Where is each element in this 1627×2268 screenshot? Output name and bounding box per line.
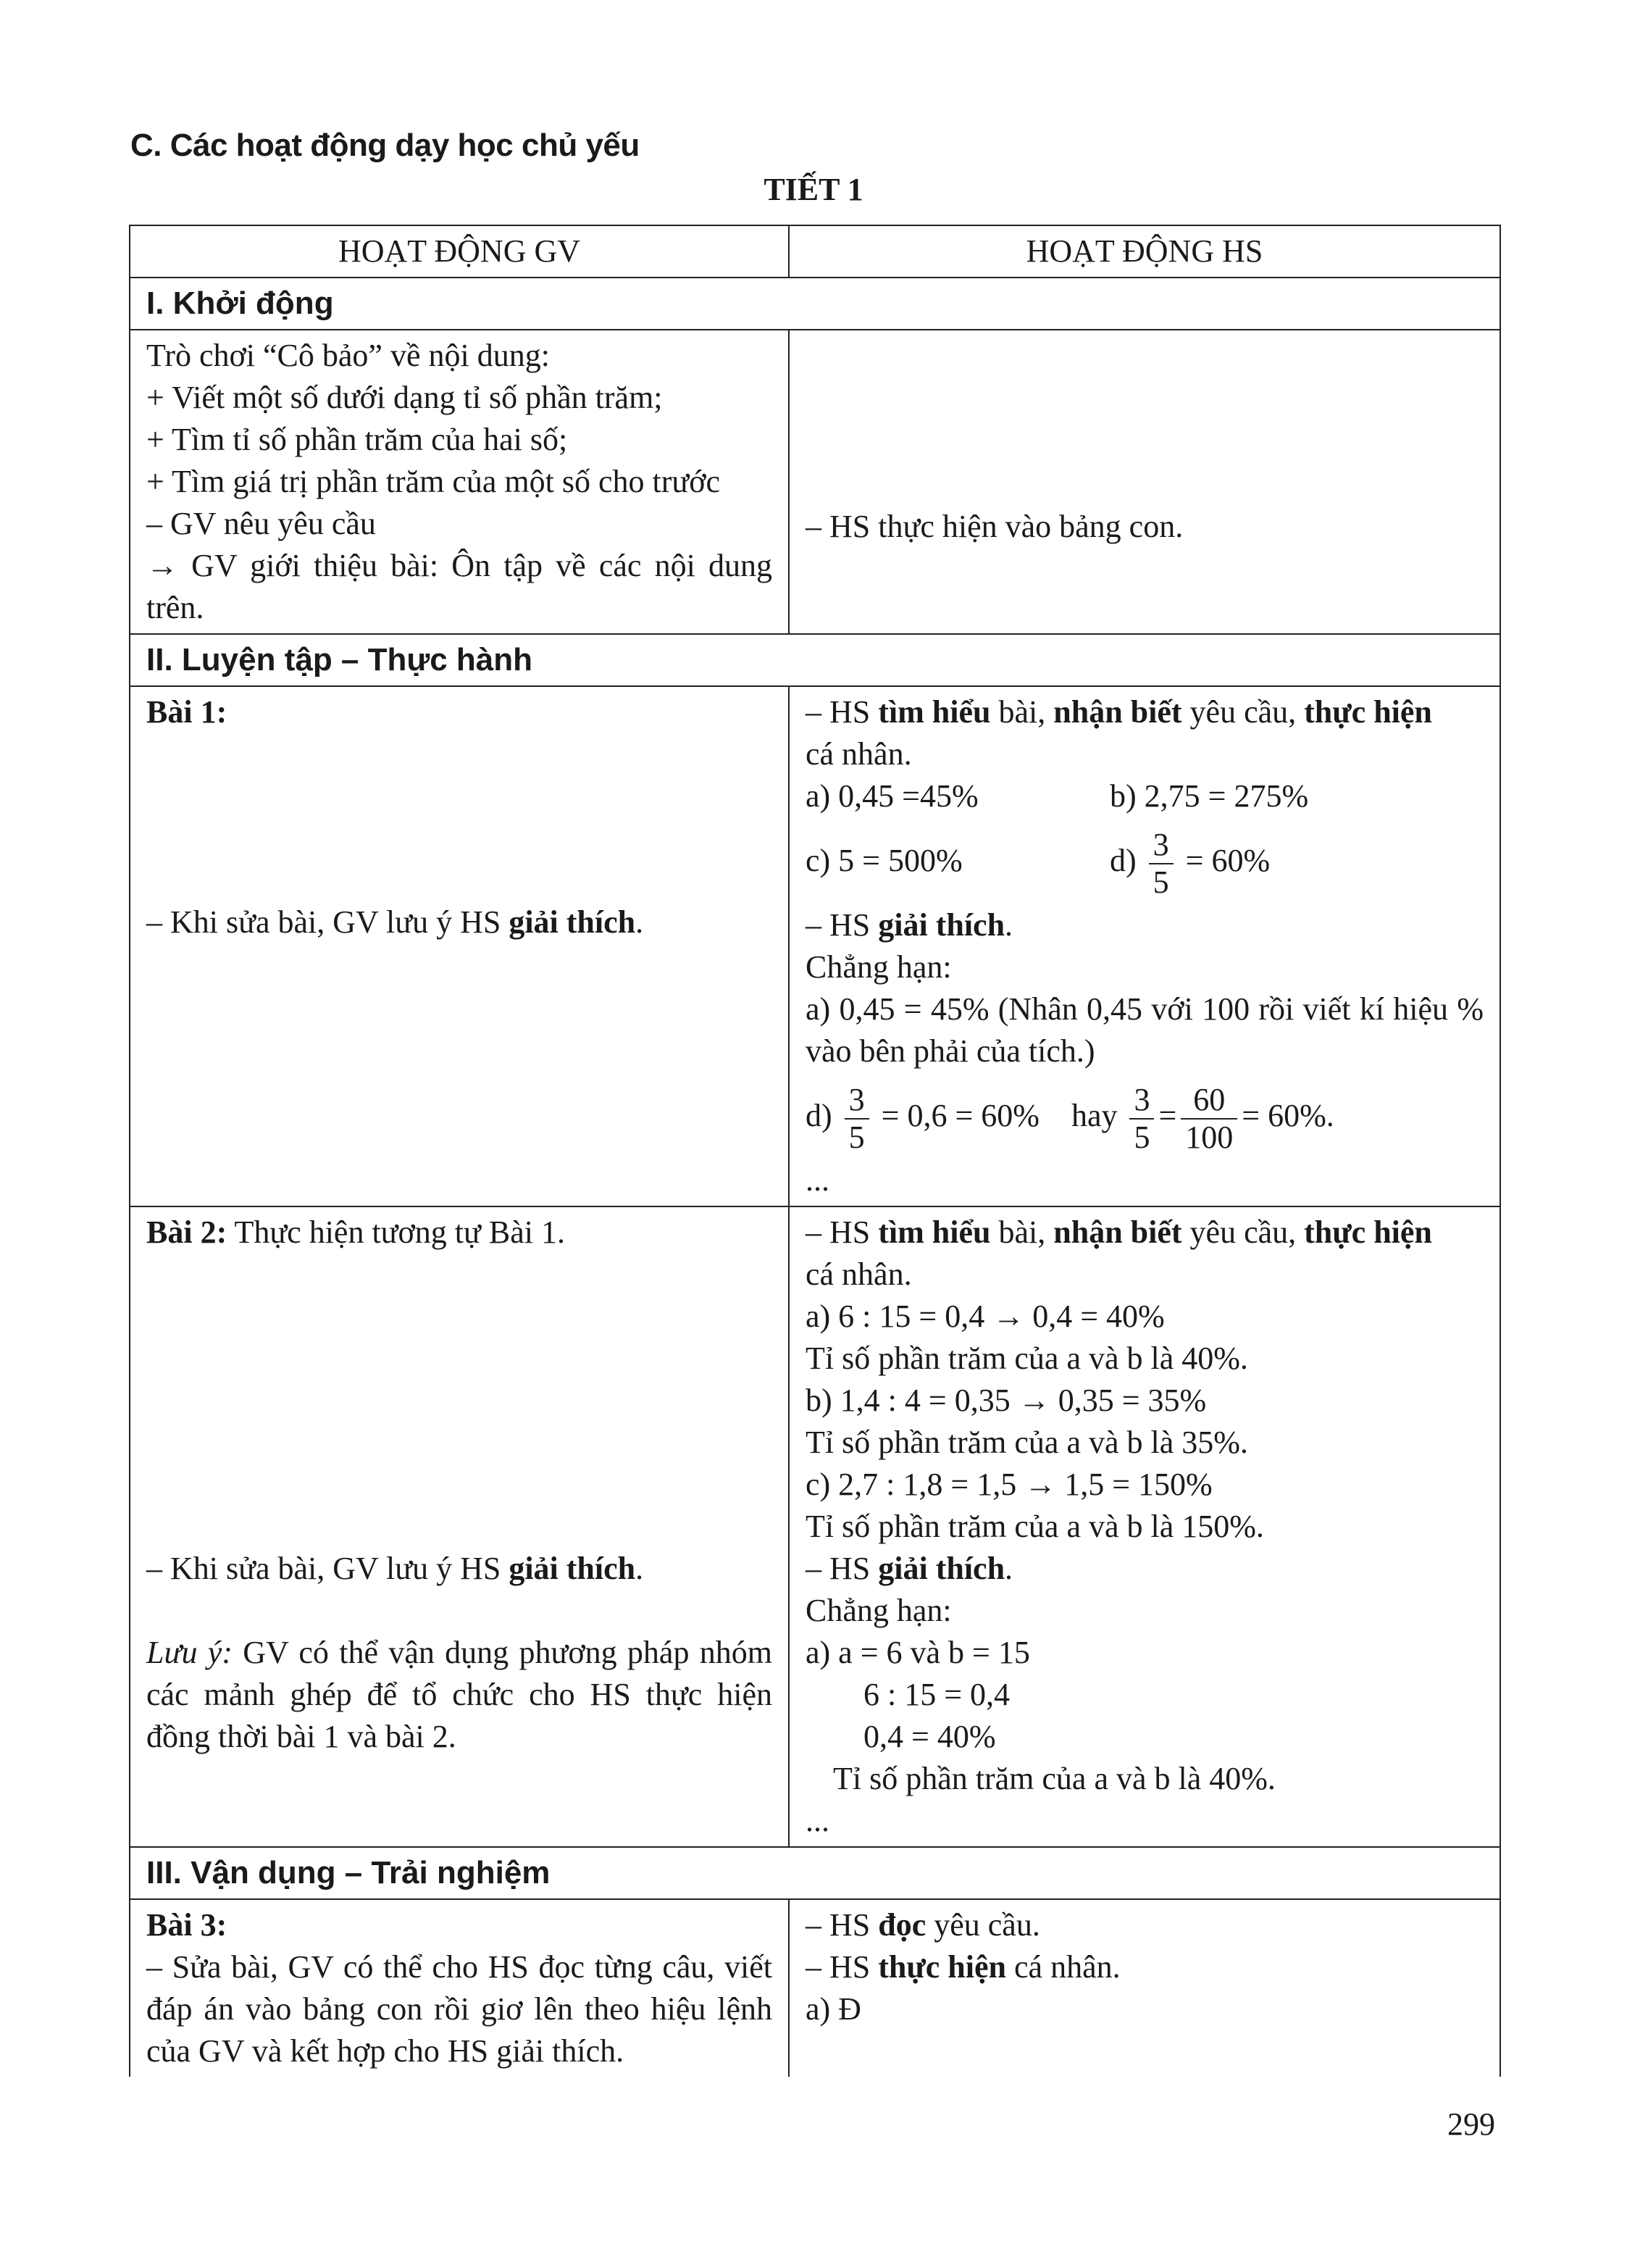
bai2-gv-note: – Khi sửa bài, GV lưu ý HS giải thích. xyxy=(146,1551,644,1586)
bai2-hs-line: b) 1,4 : 4 = 0,35 → 0,35 = 35% xyxy=(806,1383,1207,1418)
bai3-hs-line: a) Đ xyxy=(806,1991,861,2027)
section-row-apply xyxy=(130,1847,1500,1899)
bai3-gv-text: – Sửa bài, GV có thể cho HS đọc từng câu, viết đáp án vào bảng con rồi giơ lên theo hiệu lệnh của GV và kết hợp cho HS giải thích. xyxy=(146,1949,772,2069)
bai1-answer-d: d) $\frac{3}{5}$ = 60% xyxy=(1110,826,1271,900)
bai2-student-cell xyxy=(789,1206,1500,1847)
bai2-label: Bài 2: Thực hiện tương tự Bài 1. xyxy=(146,1214,565,1250)
bai2-hs-line: a) 6 : 15 = 0,4 → 0,4 = 40% xyxy=(806,1298,1165,1334)
warmup-hs-line: – HS thực hiện vào bảng con. xyxy=(806,509,1184,544)
bai2-example-step: 0,4 = 40% xyxy=(863,1719,996,1754)
section-title-warmup: I. Khởi động xyxy=(130,278,1500,330)
bai1-answers-ab xyxy=(806,775,1484,817)
bai3-student-cell xyxy=(789,1899,1500,2077)
bai1-label: Bài 1: xyxy=(146,694,227,730)
bai2-explain: – HS giải thích. xyxy=(806,1551,1013,1586)
activity-table xyxy=(129,225,1501,2077)
bai1-example-label: Chẳng hạn: xyxy=(806,949,952,985)
section-row-warmup xyxy=(130,278,1500,330)
bai1-gv-note: – Khi sửa bài, GV lưu ý HS giải thích. xyxy=(146,904,644,940)
bai2-example-label: Chẳng hạn: xyxy=(806,1593,952,1628)
warmup-gv-line: – GV nêu yêu cầu xyxy=(146,506,376,541)
bai1-hs-intro: – HS tìm hiểu bài, nhận biết yêu cầu, thực hiện xyxy=(806,694,1432,730)
bai2-luuy: Lưu ý: GV có thể vận dụng phương pháp nhóm các mảnh ghép để tổ chức cho HS thực hiện đồng thời bài 1 và bài 2. xyxy=(146,1635,773,1754)
student-column-header: HOẠT ĐỘNG HS xyxy=(789,225,1500,278)
bai2-hs-line: Tỉ số phần trăm của a và b là 40%. xyxy=(806,1341,1248,1376)
section-title-apply: III. Vận dụng – Trải nghiệm xyxy=(130,1847,1500,1899)
warmup-row xyxy=(130,330,1500,634)
bai3-hs-line: – HS thực hiện cá nhân. xyxy=(806,1949,1121,1985)
lesson-title: TIẾT 1 xyxy=(764,172,863,207)
table-header-row xyxy=(130,225,1500,278)
bai1-explain-d: d) $\frac{3}{5}$ = 0,6 = 60% hay $\frac{3}{5}$ = $\frac{60}{100}$ = 60%. xyxy=(806,1081,1334,1155)
warmup-gv-line: Trò chơi “Cô bảo” về nội dung: xyxy=(146,338,550,373)
warmup-gv-line: → GV giới thiệu bài: Ôn tập về các nội dung trên. xyxy=(146,548,772,625)
bai1-row xyxy=(130,686,1500,1206)
fraction: $\frac{3}{5}$ xyxy=(845,1082,869,1156)
bai1-explain-a: a) 0,45 = 45% (Nhân 0,45 với 100 rồi viết kí hiệu % vào bên phải của tích.) xyxy=(806,991,1484,1069)
fraction: $\frac{60}{100}$ xyxy=(1181,1082,1237,1156)
bai1-ellipsis: ... xyxy=(806,1162,829,1198)
bai1-answer-b: b) 2,75 = 275% xyxy=(1110,778,1309,814)
bai2-hs-line: Tỉ số phần trăm của a và b là 35%. xyxy=(806,1425,1248,1460)
bai1-answer-a: a) 0,45 =45% xyxy=(806,778,979,814)
bai3-label: Bài 3: xyxy=(146,1907,227,1943)
section-heading: C. Các hoạt động dạy học chủ yếu xyxy=(130,128,640,163)
bai2-hs-line: Tỉ số phần trăm của a và b là 150%. xyxy=(806,1509,1264,1544)
warmup-student-cell xyxy=(789,330,1500,634)
bai3-hs-line: – HS đọc yêu cầu. xyxy=(806,1907,1040,1943)
page-number: 299 xyxy=(1447,2106,1495,2142)
bai1-teacher-cell xyxy=(130,686,789,1206)
warmup-gv-line: + Tìm tỉ số phần trăm của hai số; xyxy=(146,422,568,457)
bai3-teacher-cell xyxy=(130,1899,789,2077)
bai2-row xyxy=(130,1206,1500,1847)
fraction: $\frac{3}{5}$ xyxy=(1149,827,1174,901)
bai2-hs-line: c) 2,7 : 1,8 = 1,5 → 1,5 = 150% xyxy=(806,1467,1213,1502)
bai2-example-step: 6 : 15 = 0,4 xyxy=(863,1677,1011,1712)
bai1-explain: – HS giải thích. xyxy=(806,907,1013,943)
teacher-column-header: HOẠT ĐỘNG GV xyxy=(130,225,789,278)
bai1-answers-cd xyxy=(806,817,1484,904)
bai1-answer-c: c) 5 = 500% xyxy=(806,843,963,878)
fraction: $\frac{3}{5}$ xyxy=(1129,1082,1154,1156)
bai2-hs-intro: – HS tìm hiểu bài, nhận biết yêu cầu, thực hiện xyxy=(806,1214,1432,1250)
warmup-gv-line: + Tìm giá trị phần trăm của một số cho trước xyxy=(146,464,721,499)
bai2-hs-intro-2: cá nhân. xyxy=(806,1256,912,1292)
section-row-practice xyxy=(130,634,1500,686)
warmup-teacher-cell xyxy=(130,330,789,634)
bai2-example-a: a) a = 6 và b = 15 xyxy=(806,1635,1030,1670)
bai2-teacher-cell xyxy=(130,1206,789,1847)
bai1-hs-intro-2: cá nhân. xyxy=(806,736,912,772)
bai3-row xyxy=(130,1899,1500,2077)
bai2-ellipsis: ... xyxy=(806,1803,829,1838)
bai2-example-result: Tỉ số phần trăm của a và b là 40%. xyxy=(833,1761,1276,1796)
bai1-student-cell xyxy=(789,686,1500,1206)
section-title-practice: II. Luyện tập – Thực hành xyxy=(130,634,1500,686)
warmup-gv-line: + Viết một số dưới dạng tỉ số phần trăm; xyxy=(146,380,663,415)
